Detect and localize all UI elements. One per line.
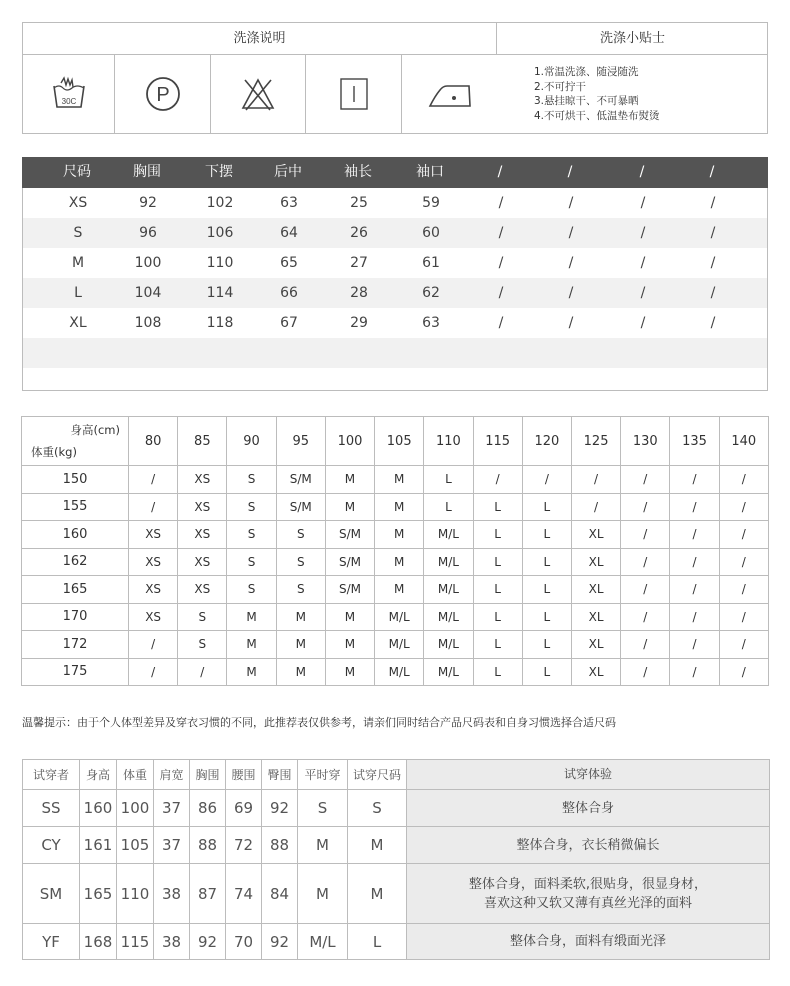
size-chart-row bbox=[23, 188, 767, 218]
size-chart-cell: / bbox=[710, 285, 716, 301]
size-chart-cell: / bbox=[498, 195, 504, 211]
size-chart-cell: / bbox=[568, 285, 574, 301]
recommended-size-cell: / bbox=[719, 493, 768, 521]
recommended-size-cell: L bbox=[473, 658, 522, 686]
recommended-size-cell: XL bbox=[571, 658, 620, 686]
height-value-cell: 172 bbox=[22, 631, 129, 659]
recommended-size-cell: L bbox=[522, 631, 571, 659]
recommended-size-cell: M/L bbox=[375, 631, 424, 659]
height-axis-label: 身高(cm) bbox=[70, 423, 120, 437]
fitting-cell: S bbox=[298, 790, 348, 827]
recommended-size-cell: L bbox=[522, 603, 571, 631]
size-chart-header-cell: 袖长 bbox=[344, 164, 372, 180]
height-value-cell: 150 bbox=[22, 466, 129, 494]
fitting-header-cell: 身高 bbox=[80, 760, 117, 790]
recommended-size-cell: L bbox=[473, 576, 522, 604]
fitting-cell: 87 bbox=[190, 864, 226, 924]
recommended-size-cell: / bbox=[621, 603, 670, 631]
recommended-size-cell: M/L bbox=[375, 603, 424, 631]
recommended-size-cell: / bbox=[473, 466, 522, 494]
height-value-cell: 155 bbox=[22, 493, 129, 521]
fitting-cell: 70 bbox=[226, 924, 262, 960]
size-chart-cell: XL bbox=[69, 315, 87, 331]
fitting-cell: 160 bbox=[80, 790, 117, 827]
line-dry-icon bbox=[306, 55, 402, 133]
fitting-cell: 161 bbox=[80, 827, 117, 864]
weight-axis-label: 体重(kg) bbox=[31, 445, 77, 459]
weight-header-cell: 125 bbox=[571, 417, 620, 466]
size-chart-empty-row bbox=[23, 338, 767, 368]
fitting-row bbox=[23, 827, 770, 864]
fitting-header-row bbox=[23, 760, 770, 790]
size-chart-cell: 104 bbox=[134, 285, 162, 301]
size-chart-header-cell: / bbox=[497, 164, 503, 180]
recommended-size-cell: / bbox=[719, 631, 768, 659]
recommended-size-cell: S bbox=[227, 466, 276, 494]
size-chart-cell: 59 bbox=[422, 195, 440, 211]
size-chart-header bbox=[22, 157, 768, 188]
recommend-row bbox=[22, 658, 769, 686]
fitting-cell: 92 bbox=[190, 924, 226, 960]
care-tips-list bbox=[534, 65, 660, 123]
care-title: 洗涤说明 bbox=[23, 23, 497, 55]
height-value-cell: 160 bbox=[22, 521, 129, 549]
recommended-size-cell: M bbox=[325, 631, 374, 659]
fitting-cell: 69 bbox=[226, 790, 262, 827]
recommended-size-cell: M/L bbox=[375, 658, 424, 686]
do-not-bleach-icon bbox=[211, 55, 306, 133]
size-chart-cell: 62 bbox=[422, 285, 440, 301]
fitting-cell: 88 bbox=[190, 827, 226, 864]
size-chart-cell: 63 bbox=[422, 315, 440, 331]
fitting-cell: 165 bbox=[80, 864, 117, 924]
weight-header-cell: 80 bbox=[129, 417, 178, 466]
hand-wash-30c-icon bbox=[23, 55, 115, 133]
weight-header-cell: 120 bbox=[522, 417, 571, 466]
size-chart-cell: S bbox=[73, 225, 83, 241]
recommend-row bbox=[22, 631, 769, 659]
size-chart-cell: 27 bbox=[350, 255, 368, 271]
recommended-size-cell: / bbox=[571, 466, 620, 494]
recommended-size-cell: M/L bbox=[424, 576, 473, 604]
recommended-size-cell: / bbox=[719, 548, 768, 576]
recommended-size-cell: M bbox=[375, 493, 424, 521]
recommended-size-cell: M bbox=[325, 603, 374, 631]
recommended-size-cell: / bbox=[670, 658, 719, 686]
care-icons-row bbox=[23, 55, 497, 133]
size-chart-cell: / bbox=[568, 315, 574, 331]
recommended-size-cell: L bbox=[424, 493, 473, 521]
recommended-size-cell: S/M bbox=[325, 521, 374, 549]
size-chart-cell: 64 bbox=[280, 225, 298, 241]
fitting-header-cell: 肩宽 bbox=[154, 760, 190, 790]
fitting-cell: L bbox=[348, 924, 407, 960]
recommended-size-cell: S bbox=[276, 521, 325, 549]
weight-header-cell: 95 bbox=[276, 417, 325, 466]
size-chart-cell: 28 bbox=[350, 285, 368, 301]
recommended-size-cell: XL bbox=[571, 631, 620, 659]
recommended-size-cell: / bbox=[670, 576, 719, 604]
recommended-size-cell: / bbox=[670, 548, 719, 576]
fitting-header-cell: 试穿者 bbox=[23, 760, 80, 790]
recommended-size-cell: / bbox=[670, 466, 719, 494]
recommended-size-cell: L bbox=[473, 493, 522, 521]
fitting-experience-line: 整体合身，面料有缎面光泽 bbox=[509, 934, 666, 949]
size-chart-cell: 106 bbox=[206, 225, 234, 241]
recommended-size-cell: XL bbox=[571, 576, 620, 604]
recommended-size-cell: / bbox=[129, 658, 178, 686]
fitting-cell: 100 bbox=[117, 790, 154, 827]
dry-clean-letter: P bbox=[155, 84, 170, 106]
fitting-experience-cell bbox=[407, 790, 770, 827]
fitting-cell: 37 bbox=[154, 827, 190, 864]
size-chart-cell: / bbox=[710, 315, 716, 331]
recommended-size-cell: S bbox=[227, 521, 276, 549]
size-chart-cell: L bbox=[74, 285, 82, 301]
recommended-size-cell: L bbox=[522, 658, 571, 686]
recommended-size-cell: XS bbox=[129, 576, 178, 604]
weight-header-cell: 90 bbox=[227, 417, 276, 466]
weight-header-cell: 130 bbox=[621, 417, 670, 466]
recommended-size-cell: L bbox=[473, 521, 522, 549]
size-chart-row bbox=[23, 308, 767, 338]
size-chart-cell: 60 bbox=[422, 225, 440, 241]
recommend-corner-cell bbox=[22, 417, 129, 466]
recommended-size-cell: M bbox=[276, 603, 325, 631]
recommended-size-cell: / bbox=[621, 548, 670, 576]
size-chart-header-cell: 后中 bbox=[274, 164, 302, 180]
recommended-size-cell: / bbox=[621, 576, 670, 604]
fitting-cell: M bbox=[348, 864, 407, 924]
recommended-size-cell: M bbox=[227, 631, 276, 659]
recommended-size-cell: S bbox=[276, 548, 325, 576]
fitting-header-cell: 体重 bbox=[117, 760, 154, 790]
size-chart-cell: 66 bbox=[280, 285, 298, 301]
size-chart-cell: 25 bbox=[350, 195, 368, 211]
size-chart-header-cell: 胸围 bbox=[133, 164, 161, 180]
recommended-size-cell: M/L bbox=[424, 603, 473, 631]
size-recommendation-table bbox=[21, 416, 769, 687]
recommended-size-cell: / bbox=[621, 493, 670, 521]
size-chart-cell: 61 bbox=[422, 255, 440, 271]
recommended-size-cell: M bbox=[375, 576, 424, 604]
height-value-cell: 162 bbox=[22, 548, 129, 576]
size-chart-cell: 108 bbox=[134, 315, 162, 331]
size-chart-row bbox=[23, 278, 767, 308]
fitting-cell: 72 bbox=[226, 827, 262, 864]
fitting-cell: 105 bbox=[117, 827, 154, 864]
recommended-size-cell: S bbox=[227, 493, 276, 521]
recommended-size-cell: S bbox=[276, 576, 325, 604]
fitting-experience-line: 喜欢这种又软又薄有真丝光泽的面料 bbox=[483, 895, 692, 911]
size-chart-cell: 96 bbox=[139, 225, 157, 241]
recommended-size-cell: L bbox=[522, 548, 571, 576]
size-chart-cell: / bbox=[498, 315, 504, 331]
size-chart-cell: 29 bbox=[350, 315, 368, 331]
fitting-row bbox=[23, 924, 770, 960]
recommended-size-cell: M bbox=[325, 658, 374, 686]
recommended-size-cell: / bbox=[719, 521, 768, 549]
fitting-experience-line: 整体合身 bbox=[561, 800, 614, 816]
size-chart-cell: 63 bbox=[280, 195, 298, 211]
recommended-size-cell: / bbox=[129, 631, 178, 659]
size-chart-empty-row bbox=[23, 368, 767, 390]
recommended-size-cell: / bbox=[670, 603, 719, 631]
fitting-cell: S bbox=[348, 790, 407, 827]
size-chart-header-cell: / bbox=[709, 164, 715, 180]
care-panel bbox=[22, 22, 768, 134]
fitting-cell: 168 bbox=[80, 924, 117, 960]
size-chart-cell: 92 bbox=[139, 195, 157, 211]
fitting-cell: SS bbox=[23, 790, 80, 827]
dry-clean-p-icon bbox=[115, 55, 211, 133]
fitting-cell: 37 bbox=[154, 790, 190, 827]
fitting-report-table bbox=[22, 759, 769, 960]
weight-header-cell: 135 bbox=[670, 417, 719, 466]
fitting-cell: M/L bbox=[298, 924, 348, 960]
fitting-cell: 110 bbox=[117, 864, 154, 924]
height-value-cell: 175 bbox=[22, 658, 129, 686]
size-chart-cell: / bbox=[498, 225, 504, 241]
recommended-size-cell: / bbox=[621, 466, 670, 494]
fitting-cell: 86 bbox=[190, 790, 226, 827]
recommended-size-cell: M bbox=[325, 466, 374, 494]
recommended-size-cell: L bbox=[473, 548, 522, 576]
recommend-row bbox=[22, 548, 769, 576]
size-chart-cell: 110 bbox=[206, 255, 234, 271]
fitting-header-cell: 平时穿 bbox=[298, 760, 348, 790]
size-chart-cell: 114 bbox=[206, 285, 234, 301]
fitting-header-cell: 胸围 bbox=[190, 760, 226, 790]
recommended-size-cell: M/L bbox=[424, 658, 473, 686]
recommended-size-cell: S/M bbox=[325, 548, 374, 576]
fitting-header-cell: 腰围 bbox=[226, 760, 262, 790]
size-chart-cell: 100 bbox=[134, 255, 162, 271]
recommended-size-cell: L bbox=[522, 493, 571, 521]
recommended-size-cell: S/M bbox=[276, 493, 325, 521]
size-chart-header-cell: 尺码 bbox=[63, 164, 91, 180]
fitting-experience-cell bbox=[407, 864, 770, 924]
fitting-cell: 38 bbox=[154, 864, 190, 924]
recommended-size-cell: XL bbox=[571, 521, 620, 549]
recommended-size-cell: / bbox=[719, 603, 768, 631]
recommended-size-cell: M/L bbox=[424, 631, 473, 659]
recommended-size-cell: M/L bbox=[424, 548, 473, 576]
fitting-cell: 92 bbox=[262, 924, 298, 960]
size-chart-row bbox=[23, 248, 767, 278]
recommended-size-cell: S/M bbox=[325, 576, 374, 604]
size-chart-cell: / bbox=[710, 255, 716, 271]
size-chart-cell: M bbox=[71, 255, 85, 271]
recommended-size-cell: M/L bbox=[424, 521, 473, 549]
recommended-size-cell: / bbox=[621, 521, 670, 549]
recommended-size-cell: / bbox=[571, 493, 620, 521]
recommended-size-cell: XS bbox=[178, 548, 227, 576]
height-value-cell: 165 bbox=[22, 576, 129, 604]
size-chart-cell: / bbox=[640, 225, 646, 241]
recommend-row bbox=[22, 576, 769, 604]
recommended-size-cell: / bbox=[719, 576, 768, 604]
recommend-row bbox=[22, 603, 769, 631]
recommended-size-cell: XS bbox=[178, 493, 227, 521]
recommended-size-cell: / bbox=[670, 493, 719, 521]
recommended-size-cell: S bbox=[178, 603, 227, 631]
size-advice-note: 温馨提示：由于个人体型差异及穿衣习惯的不同，此推荐表仅供参考，请亲们同时结合产品尺码表和自身习惯选择合适尺码 bbox=[22, 716, 616, 729]
recommended-size-cell: M bbox=[227, 603, 276, 631]
size-chart-header-cell: 袖口 bbox=[416, 164, 444, 180]
recommend-header-row bbox=[22, 417, 769, 466]
wash-temp-label: 30C bbox=[61, 97, 76, 106]
recommended-size-cell: M bbox=[325, 493, 374, 521]
size-chart-header-cell: 下摆 bbox=[205, 164, 233, 180]
recommended-size-cell: / bbox=[670, 631, 719, 659]
weight-header-cell: 140 bbox=[719, 417, 768, 466]
fitting-cell: 92 bbox=[262, 790, 298, 827]
size-chart-cell: / bbox=[710, 195, 716, 211]
care-tip: 3.悬挂晾干、不可暴晒 bbox=[534, 95, 639, 107]
fitting-experience-cell bbox=[407, 924, 770, 960]
recommended-size-cell: XS bbox=[178, 576, 227, 604]
size-chart-cell: / bbox=[640, 255, 646, 271]
recommended-size-cell: / bbox=[178, 658, 227, 686]
fitting-experience-line: 整体合身，衣长稍微偏长 bbox=[516, 837, 660, 853]
fitting-experience-line: 整体合身，面料柔软,很贴身，很显身材， bbox=[468, 876, 708, 892]
recommended-size-cell: L bbox=[473, 631, 522, 659]
fitting-cell: YF bbox=[23, 924, 80, 960]
recommended-size-cell: L bbox=[473, 603, 522, 631]
size-chart bbox=[22, 157, 768, 391]
fitting-cell: 84 bbox=[262, 864, 298, 924]
fitting-cell: M bbox=[348, 827, 407, 864]
size-chart-cell: 26 bbox=[350, 225, 368, 241]
recommended-size-cell: / bbox=[129, 466, 178, 494]
weight-header-cell: 115 bbox=[473, 417, 522, 466]
size-chart-row bbox=[23, 218, 767, 248]
weight-header-cell: 100 bbox=[325, 417, 374, 466]
recommended-size-cell: / bbox=[129, 493, 178, 521]
recommended-size-cell: S bbox=[227, 576, 276, 604]
fitting-cell: 74 bbox=[226, 864, 262, 924]
recommended-size-cell: XS bbox=[178, 521, 227, 549]
recommended-size-cell: M bbox=[375, 466, 424, 494]
recommended-size-cell: XS bbox=[129, 521, 178, 549]
size-chart-cell: 102 bbox=[206, 195, 234, 211]
recommended-size-cell: S bbox=[178, 631, 227, 659]
size-chart-cell: 65 bbox=[280, 255, 298, 271]
fitting-experience-cell bbox=[407, 827, 770, 864]
fitting-cell: 115 bbox=[117, 924, 154, 960]
recommended-size-cell: L bbox=[522, 521, 571, 549]
size-chart-cell: / bbox=[498, 285, 504, 301]
recommended-size-cell: XL bbox=[571, 603, 620, 631]
recommended-size-cell: XL bbox=[571, 548, 620, 576]
fitting-cell: SM bbox=[23, 864, 80, 924]
recommended-size-cell: / bbox=[670, 521, 719, 549]
size-chart-cell: 67 bbox=[280, 315, 298, 331]
size-chart-cell: / bbox=[568, 225, 574, 241]
weight-header-cell: 105 bbox=[375, 417, 424, 466]
fitting-cell: 88 bbox=[262, 827, 298, 864]
recommended-size-cell: S bbox=[227, 548, 276, 576]
fitting-cell: CY bbox=[23, 827, 80, 864]
size-chart-cell: / bbox=[640, 195, 646, 211]
recommended-size-cell: M bbox=[375, 548, 424, 576]
recommended-size-cell: M bbox=[227, 658, 276, 686]
iron-low-icon bbox=[402, 55, 497, 133]
size-chart-cell: / bbox=[568, 255, 574, 271]
care-tip: 4.不可烘干、低温垫布熨烫 bbox=[534, 109, 660, 122]
recommended-size-cell: L bbox=[522, 576, 571, 604]
care-tips-title: 洗涤小贴士 bbox=[497, 23, 768, 55]
size-chart-cell: / bbox=[568, 195, 574, 211]
recommended-size-cell: XS bbox=[129, 548, 178, 576]
fitting-cell: M bbox=[298, 864, 348, 924]
care-tip: 1.常温洗涤、随浸随洗 bbox=[534, 66, 639, 78]
size-chart-cell: / bbox=[498, 255, 504, 271]
recommended-size-cell: / bbox=[621, 658, 670, 686]
size-chart-cell: XS bbox=[68, 195, 88, 211]
recommend-row bbox=[22, 466, 769, 494]
weight-header-cell: 85 bbox=[178, 417, 227, 466]
recommended-size-cell: XS bbox=[129, 603, 178, 631]
size-chart-cell: / bbox=[640, 285, 646, 301]
size-chart-cell: / bbox=[640, 315, 646, 331]
size-chart-cell: 118 bbox=[206, 315, 234, 331]
recommended-size-cell: S/M bbox=[276, 466, 325, 494]
size-chart-header-cell: / bbox=[639, 164, 645, 180]
fitting-cell: M bbox=[298, 827, 348, 864]
recommended-size-cell: M bbox=[276, 631, 325, 659]
weight-header-cell: 110 bbox=[424, 417, 473, 466]
recommended-size-cell: L bbox=[424, 466, 473, 494]
recommended-size-cell: / bbox=[522, 466, 571, 494]
fitting-header-cell: 试穿尺码 bbox=[348, 760, 407, 790]
recommend-row bbox=[22, 521, 769, 549]
height-value-cell: 170 bbox=[22, 603, 129, 631]
recommended-size-cell: / bbox=[719, 466, 768, 494]
size-chart-cell: / bbox=[710, 225, 716, 241]
recommended-size-cell: XS bbox=[178, 466, 227, 494]
fitting-header-cell: 臀围 bbox=[262, 760, 298, 790]
care-tip: 2.不可拧干 bbox=[534, 80, 587, 93]
fitting-row bbox=[23, 790, 770, 827]
fitting-cell: 38 bbox=[154, 924, 190, 960]
recommended-size-cell: M bbox=[276, 658, 325, 686]
fitting-row bbox=[23, 864, 770, 924]
recommended-size-cell: / bbox=[719, 658, 768, 686]
recommended-size-cell: M bbox=[375, 521, 424, 549]
size-chart-header-cell: / bbox=[567, 164, 573, 180]
fitting-header-cell: 试穿体验 bbox=[407, 760, 770, 790]
recommend-row bbox=[22, 493, 769, 521]
recommended-size-cell: / bbox=[621, 631, 670, 659]
